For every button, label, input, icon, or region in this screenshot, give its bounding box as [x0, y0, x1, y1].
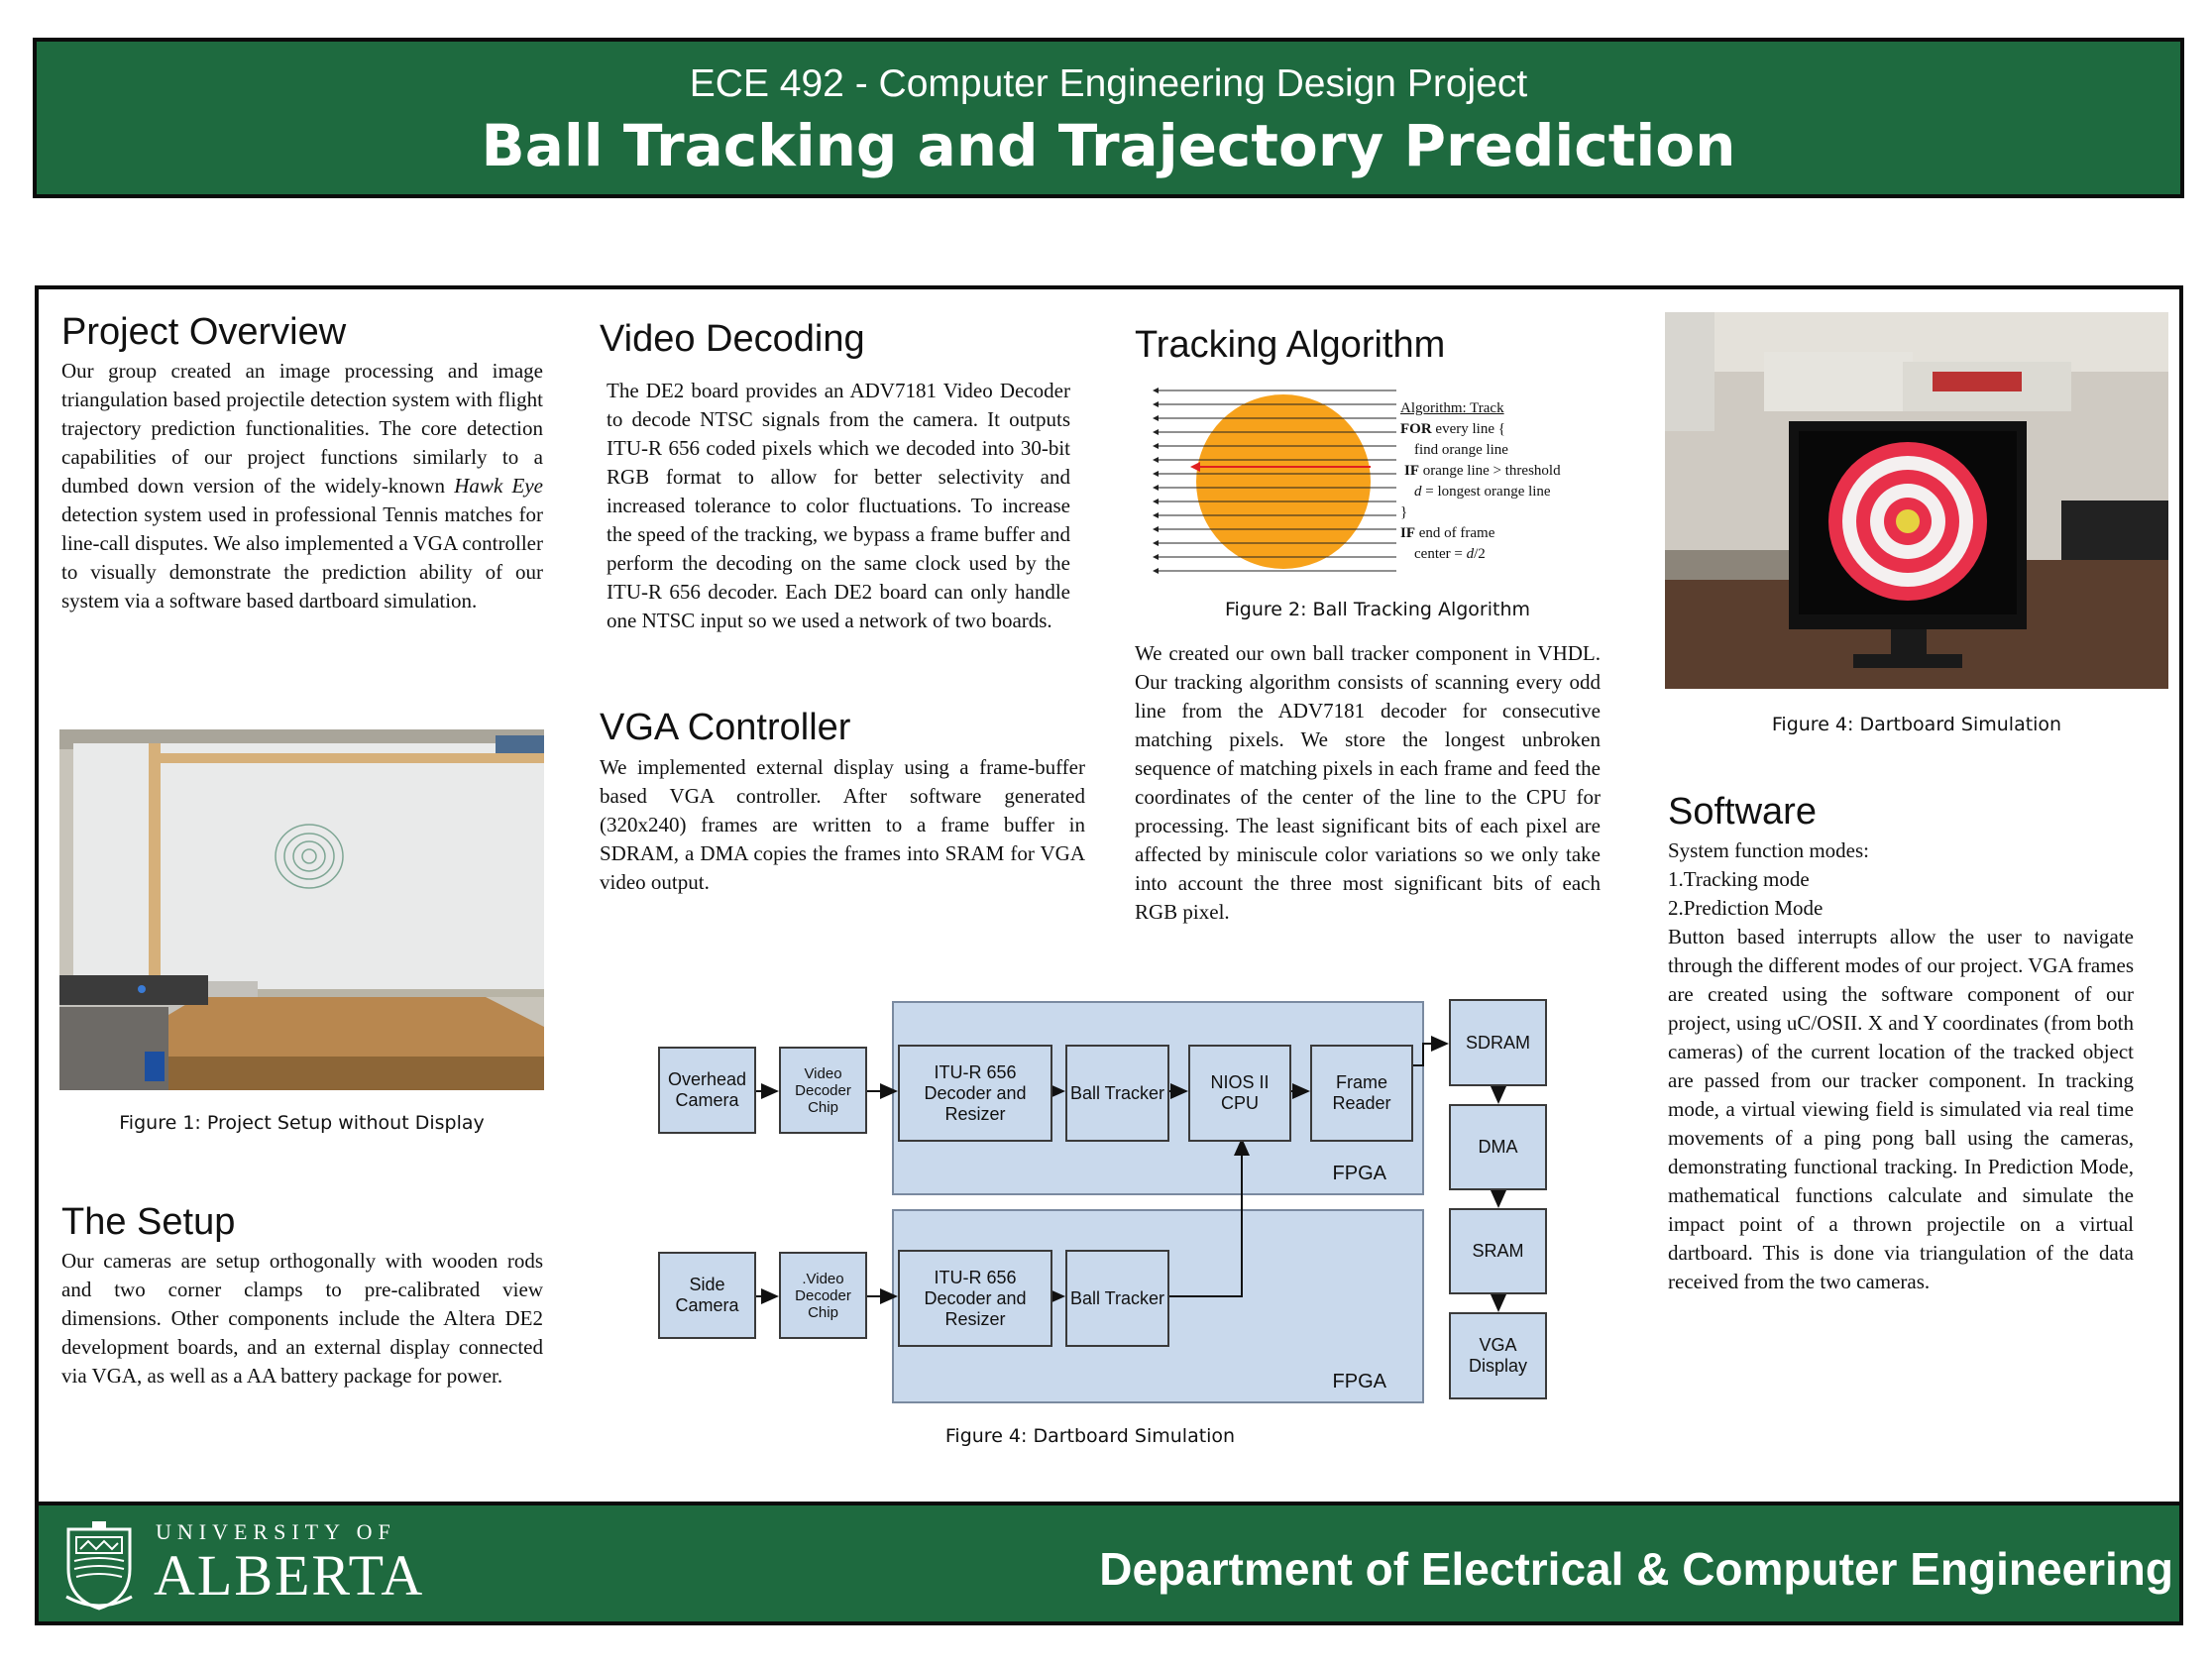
sdram-block: SDRAM — [1449, 999, 1547, 1086]
fpga-label-2: FPGA — [1332, 1371, 1386, 1392]
ball-tracker-block-2: Ball Tracker — [1065, 1250, 1169, 1347]
frame-reader-block: Frame Reader — [1310, 1045, 1413, 1142]
video-text: The DE2 board provides an ADV7181 Video Decoder to decode NTSC signals from the camera. It outputs ITU-R 656 coded pixels which we decoded into 30-bit RGB format to allow for better selectivity and increased tolerance to color fluctuations. To increase the speed of the tracking, we bypass a frame buffer and perform the decoding on the same clock used by the ITU-R 656 decoder. Each DE2 board can only handle one NTSC input so we used a network of two boards. — [607, 379, 1070, 632]
setup-text: Our cameras are setup orthogonally with wooden rods and two corner clamps to pre-calibrated view dimensions. Other components include the Altera DE2 development boards, and an external display connected via VGA, as well as a AA battery package for power. — [61, 1249, 543, 1388]
course-subtitle: ECE 492 - Computer Engineering Design Project — [689, 62, 1528, 105]
fpga-label-1: FPGA — [1332, 1163, 1386, 1184]
algo-line-8: center = d/2 — [1414, 546, 1486, 562]
vga-heading: VGA Controller — [600, 707, 851, 748]
algo-line-6: } — [1400, 504, 1408, 520]
alberta-wordmark: ALBERTA — [154, 1543, 425, 1608]
figure4-top-caption: Figure 4: Dartboard Simulation — [1771, 714, 2062, 735]
department-name: Department of Electrical & Computer Engineering — [1099, 1543, 2173, 1595]
nios-cpu-block: NIOS II CPU — [1188, 1045, 1291, 1142]
poster-footer — [35, 1502, 2183, 1625]
figure4-bottom-caption: Figure 4: Dartboard Simulation — [944, 1425, 1236, 1447]
video-decoder-chip-1: Video Decoder Chip — [779, 1047, 867, 1134]
overview-p1: Our group created an image processing and image triangulation based projectile detection system with flight trajectory prediction functionalities. The core detection capabilities of our project functions similarly to a dumbed down version of the widely-known — [61, 359, 543, 498]
sram-block: SRAM — [1449, 1208, 1547, 1294]
algo-line-7: IF end of frame — [1400, 525, 1495, 541]
itu-decoder-block-1: ITU-R 656 Decoder and Resizer — [898, 1045, 1052, 1142]
tracking-heading: Tracking Algorithm — [1135, 324, 1446, 366]
itu-decoder-block-2: ITU-R 656 Decoder and Resizer — [898, 1250, 1052, 1347]
software-line-3: 2.Prediction Mode — [1668, 896, 1824, 920]
algo-line-4: IF orange line > threshold — [1404, 463, 1561, 479]
setup-heading: The Setup — [61, 1201, 236, 1243]
algo-line-1: Algorithm: Track — [1400, 400, 1504, 416]
overview-p2: detection system used in professional Tennis matches for line-call disputes. We also implemented a VGA controller to visually demonstrate the prediction ability of our system via a software based dartboard simulation. — [61, 502, 543, 612]
university-of-label: UNIVERSITY OF — [156, 1519, 396, 1544]
algo-line-3: find orange line — [1414, 442, 1508, 458]
software-line-2: 1.Tracking mode — [1668, 867, 1810, 891]
vga-text: We implemented external display using a frame-buffer based VGA controller. After software generated (320x240) frames are written to a frame buffer in SDRAM, a DMA copies the frames into SRAM for VGA video output. — [600, 755, 1085, 894]
university-crest-icon — [62, 1519, 136, 1611]
software-line-1: System function modes: — [1668, 838, 1869, 862]
vga-display-block: VGA Display — [1449, 1312, 1547, 1399]
tracking-text: We created our own ball tracker component in VHDL. Our tracking algorithm consists of scanning every odd line from the ADV7181 decoder for consecutive matching pixels. We store the longest unbroken sequence of matching pixels in each frame and feed the coordinates of the center of the line to the CPU for processing. The least significant bits of each pixel are affected by miniscule color variations so we only take into account the three most significant bits of each RGB pixel. — [1135, 641, 1601, 924]
hawk-eye-term: Hawk Eye — [454, 474, 544, 498]
figure2-caption: Figure 2: Ball Tracking Algorithm — [1224, 599, 1531, 620]
poster-title: Ball Tracking and Trajectory Prediction — [481, 112, 1736, 179]
figure1-caption: Figure 1: Project Setup without Display — [119, 1112, 485, 1134]
video-heading: Video Decoding — [600, 318, 865, 360]
software-heading: Software — [1668, 791, 1817, 833]
algo-line-5: d = longest orange line — [1414, 484, 1551, 500]
software-body: Button based interrupts allow the user to navigate through the different modes of our project. VGA frames are created using the software component of our project, using uC/OSII. X and Y coordinates (from both cameras) of the current location of the tracked object are passed from our tracker component. In tracking mode, a virtual viewing field is simulated via real time movements of a ping pong ball using the cameras, demonstrating functional tracking. In Prediction Mode, mathematical functions calculate and simulate the impact point of a thrown projectile on a virtual dartboard. This is done via triangulation of the data received from the two cameras. — [1668, 925, 2134, 1293]
dma-block: DMA — [1449, 1104, 1547, 1190]
side-camera-block: Side Camera — [658, 1252, 756, 1339]
ball-tracker-block-1: Ball Tracker — [1065, 1045, 1169, 1142]
video-decoder-chip-2: .Video Decoder Chip — [779, 1252, 867, 1339]
overview-heading: Project Overview — [61, 311, 347, 353]
algo-line-2: FOR every line { — [1400, 421, 1505, 437]
overhead-camera-block: Overhead Camera — [658, 1047, 756, 1134]
